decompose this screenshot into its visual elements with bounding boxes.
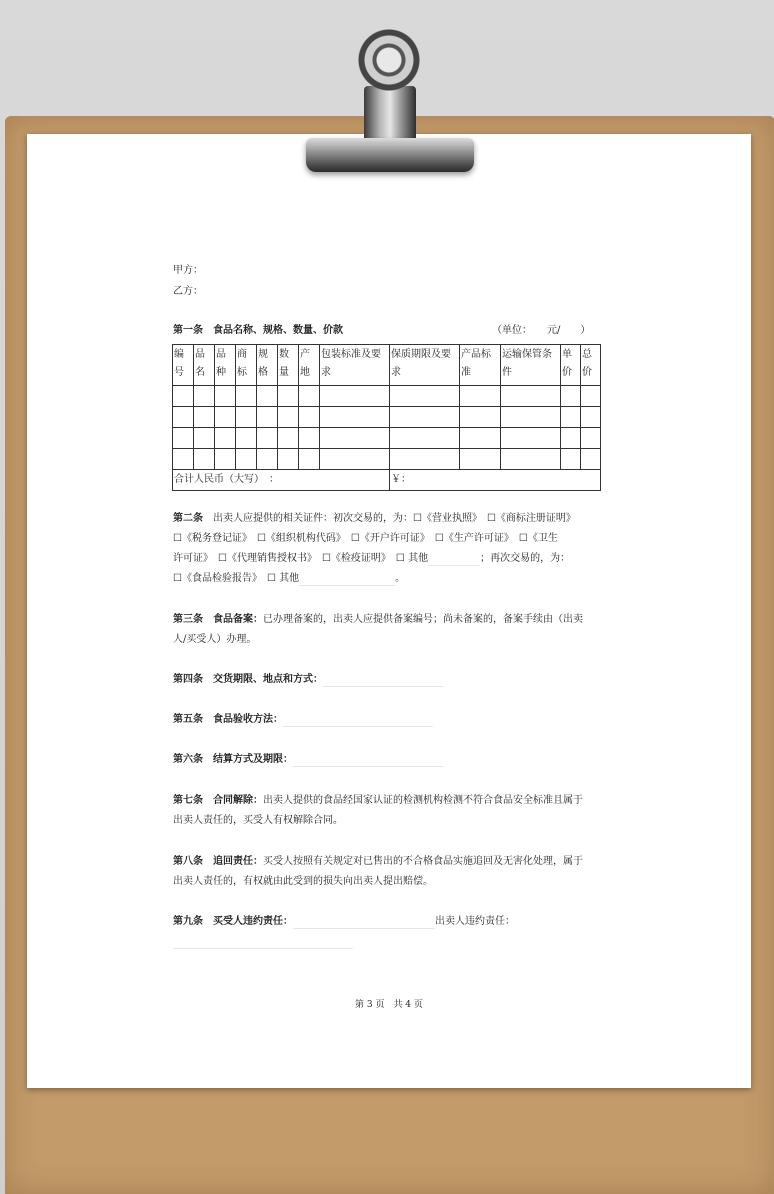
col-header: 商标 xyxy=(236,345,257,386)
article8-heading: 第八条 追回责任： xyxy=(173,856,263,867)
article2-line3 xyxy=(173,552,570,566)
table-total-row xyxy=(173,470,601,491)
article9-line1 xyxy=(173,915,515,929)
col-header: 品种 xyxy=(215,345,236,386)
col-header: 运输保管条件 xyxy=(501,345,561,386)
party-b-label: 乙方： xyxy=(173,286,203,297)
article2-text1: 出卖人应提供的相关证件：初次交易的，为：☐《营业执照》 ☐《商标注册证明》 xyxy=(213,513,576,524)
inspection-blank[interactable] xyxy=(283,714,433,727)
col-header: 总价 xyxy=(581,345,601,386)
delivery-blank[interactable] xyxy=(323,674,443,687)
col-header: 保质期限及要求 xyxy=(390,345,460,386)
total-label: 合计人民币（大写） ： xyxy=(173,470,390,491)
article4-heading: 第四条 交货期限、地点和方式： xyxy=(173,674,323,685)
table-row xyxy=(173,386,601,407)
col-header: 产品标准 xyxy=(460,345,501,386)
table-header-row xyxy=(173,345,601,386)
party-a-label: 甲方： xyxy=(173,265,203,276)
article8-line2: 出卖人责任的，有权就由此受到的损失向出卖人提出赔偿。 xyxy=(173,876,433,887)
article1-title: 第一条 食品名称、规格、数量、价款 xyxy=(173,325,343,336)
article7-line2: 出卖人责任的，买受人有权解除合同。 xyxy=(173,815,343,826)
settlement-blank[interactable] xyxy=(293,754,443,767)
buyer-liability-blank[interactable] xyxy=(293,916,435,929)
article3-line2: 人/买受人）办理。 xyxy=(173,634,257,645)
article9-line2 xyxy=(173,935,353,949)
repeat-other-blank[interactable] xyxy=(299,573,395,586)
goods-table xyxy=(172,344,601,491)
article8-line1 xyxy=(173,855,583,869)
article7-line1 xyxy=(173,794,583,808)
article2-text4a: ☐《食品检验报告》 ☐ 其他 xyxy=(173,573,300,584)
other-certs-blank[interactable] xyxy=(428,553,480,566)
article6-line xyxy=(173,753,443,767)
table-row xyxy=(173,449,601,470)
table-row xyxy=(173,428,601,449)
article5-line xyxy=(173,713,433,727)
article2-heading: 第二条 xyxy=(173,513,203,524)
col-header: 品名 xyxy=(194,345,215,386)
col-header: 单价 xyxy=(561,345,581,386)
table-row xyxy=(173,407,601,428)
article8-text1: 买受人按照有关规定对已售出的不合格食品实施追回及无害化处理，属于 xyxy=(263,856,583,867)
clip-base xyxy=(306,138,474,172)
article2-text3a: 许可证》 ☐《代理销售授权书》 ☐《检疫证明》 ☐ 其他 xyxy=(173,553,429,564)
article4-line xyxy=(173,673,443,687)
article3-line1 xyxy=(173,613,583,627)
clip-neck xyxy=(364,86,416,146)
article1-unit: （单位： 元/ ） xyxy=(492,325,591,336)
total-yen: ￥： xyxy=(390,470,601,491)
col-header: 规格 xyxy=(257,345,278,386)
article3-text1: 已办理备案的，出卖人应提供备案编号；尚未备案的，备案手续由（出卖 xyxy=(263,614,583,625)
col-header: 产地 xyxy=(299,345,320,386)
seller-liability-label: 出卖人违约责任： xyxy=(435,916,515,927)
article5-heading: 第五条 食品验收方法： xyxy=(173,714,283,725)
page-number: 第 3 页 共 4 页 xyxy=(355,1000,423,1010)
article7-text1: 出卖人提供的食品经国家认证的检测机构检测不符合食品安全标准且属于 xyxy=(263,795,583,806)
article9-heading: 第九条 买受人违约责任： xyxy=(173,916,293,927)
col-header: 编号 xyxy=(173,345,194,386)
article3-heading: 第三条 食品备案： xyxy=(173,614,263,625)
document-page xyxy=(27,134,751,1088)
article2-line1 xyxy=(173,512,576,526)
seller-liability-blank[interactable] xyxy=(173,936,353,949)
col-header: 数量 xyxy=(278,345,299,386)
article2-text4b: 。 xyxy=(395,573,406,584)
article2-line4 xyxy=(173,572,405,586)
article7-heading: 第七条 合同解除： xyxy=(173,795,263,806)
article2-text3b: ；再次交易的，为： xyxy=(480,553,571,564)
col-header: 包装标准及要求 xyxy=(320,345,390,386)
clip-ring xyxy=(357,28,421,92)
article2-line2: ☐《税务登记证》 ☐《组织机构代码》 ☐《开户许可证》 ☐《生产许可证》 ☐《卫生 xyxy=(173,533,558,544)
article6-heading: 第六条 结算方式及期限： xyxy=(173,754,293,765)
